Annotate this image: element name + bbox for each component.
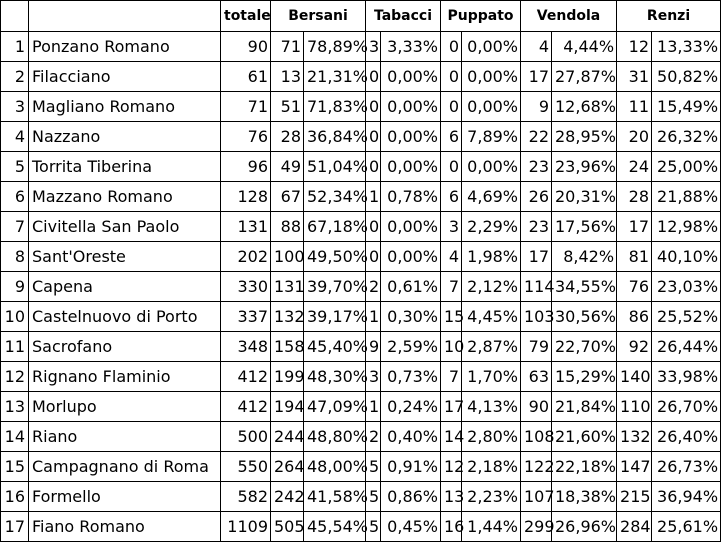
table-row bbox=[1, 362, 721, 392]
tabacci-percent: 0,00% bbox=[381, 92, 441, 122]
row-index: 2 bbox=[1, 62, 29, 92]
bersani-votes: 194 bbox=[271, 392, 304, 422]
row-index: 15 bbox=[1, 452, 29, 482]
bersani-votes: 71 bbox=[271, 32, 304, 62]
vendola-percent: 23,96% bbox=[552, 152, 617, 182]
renzi-votes: 12 bbox=[617, 32, 652, 62]
tabacci-votes: 0 bbox=[366, 62, 381, 92]
tabacci-votes: 0 bbox=[366, 122, 381, 152]
renzi-percent: 26,44% bbox=[652, 332, 721, 362]
tabacci-votes: 0 bbox=[366, 212, 381, 242]
comune-name: Civitella San Paolo bbox=[29, 212, 221, 242]
totale-cell: 337 bbox=[221, 302, 271, 332]
vendola-percent: 30,56% bbox=[552, 302, 617, 332]
bersani-percent: 41,58% bbox=[304, 482, 366, 512]
puppato-percent: 4,13% bbox=[462, 392, 521, 422]
header-vendola: Vendola bbox=[521, 1, 617, 32]
bersani-votes: 28 bbox=[271, 122, 304, 152]
bersani-votes: 505 bbox=[271, 512, 304, 542]
bersani-votes: 264 bbox=[271, 452, 304, 482]
row-index: 4 bbox=[1, 122, 29, 152]
comune-name: Filacciano bbox=[29, 62, 221, 92]
tabacci-percent: 3,33% bbox=[381, 32, 441, 62]
puppato-votes: 7 bbox=[441, 272, 462, 302]
tabacci-votes: 1 bbox=[366, 392, 381, 422]
bersani-votes: 49 bbox=[271, 152, 304, 182]
renzi-percent: 26,40% bbox=[652, 422, 721, 452]
tabacci-percent: 0,86% bbox=[381, 482, 441, 512]
puppato-percent: 4,69% bbox=[462, 182, 521, 212]
renzi-percent: 50,82% bbox=[652, 62, 721, 92]
comune-name: Campagnano di Roma bbox=[29, 452, 221, 482]
row-index: 7 bbox=[1, 212, 29, 242]
tabacci-percent: 0,00% bbox=[381, 212, 441, 242]
row-index: 6 bbox=[1, 182, 29, 212]
tabacci-percent: 0,45% bbox=[381, 512, 441, 542]
vendola-percent: 22,18% bbox=[552, 452, 617, 482]
renzi-votes: 284 bbox=[617, 512, 652, 542]
header-index bbox=[1, 1, 29, 32]
vendola-votes: 23 bbox=[521, 212, 552, 242]
renzi-votes: 110 bbox=[617, 392, 652, 422]
tabacci-votes: 2 bbox=[366, 422, 381, 452]
vendola-percent: 4,44% bbox=[552, 32, 617, 62]
puppato-percent: 1,44% bbox=[462, 512, 521, 542]
totale-cell: 202 bbox=[221, 242, 271, 272]
renzi-votes: 76 bbox=[617, 272, 652, 302]
puppato-percent: 7,89% bbox=[462, 122, 521, 152]
tabacci-percent: 0,73% bbox=[381, 362, 441, 392]
table-row bbox=[1, 92, 721, 122]
bersani-percent: 49,50% bbox=[304, 242, 366, 272]
renzi-percent: 25,00% bbox=[652, 152, 721, 182]
vendola-percent: 28,95% bbox=[552, 122, 617, 152]
header-renzi: Renzi bbox=[617, 1, 721, 32]
tabacci-percent: 0,61% bbox=[381, 272, 441, 302]
puppato-percent: 1,98% bbox=[462, 242, 521, 272]
renzi-percent: 26,32% bbox=[652, 122, 721, 152]
comune-name: Magliano Romano bbox=[29, 92, 221, 122]
bersani-votes: 88 bbox=[271, 212, 304, 242]
tabacci-percent: 0,91% bbox=[381, 452, 441, 482]
puppato-votes: 15 bbox=[441, 302, 462, 332]
puppato-percent: 2,80% bbox=[462, 422, 521, 452]
vendola-votes: 4 bbox=[521, 32, 552, 62]
renzi-votes: 147 bbox=[617, 452, 652, 482]
puppato-votes: 6 bbox=[441, 122, 462, 152]
totale-cell: 61 bbox=[221, 62, 271, 92]
renzi-percent: 25,61% bbox=[652, 512, 721, 542]
puppato-votes: 16 bbox=[441, 512, 462, 542]
table-row bbox=[1, 512, 721, 542]
comune-name: Rignano Flaminio bbox=[29, 362, 221, 392]
renzi-percent: 26,73% bbox=[652, 452, 721, 482]
table-row bbox=[1, 452, 721, 482]
bersani-percent: 36,84% bbox=[304, 122, 366, 152]
vendola-percent: 34,55% bbox=[552, 272, 617, 302]
totale-cell: 71 bbox=[221, 92, 271, 122]
bersani-percent: 67,18% bbox=[304, 212, 366, 242]
header-tabacci: Tabacci bbox=[366, 1, 441, 32]
vendola-votes: 122 bbox=[521, 452, 552, 482]
puppato-percent: 1,70% bbox=[462, 362, 521, 392]
tabacci-percent: 0,24% bbox=[381, 392, 441, 422]
table-row bbox=[1, 422, 721, 452]
vendola-votes: 299 bbox=[521, 512, 552, 542]
row-index: 1 bbox=[1, 32, 29, 62]
tabacci-percent: 0,30% bbox=[381, 302, 441, 332]
puppato-percent: 2,12% bbox=[462, 272, 521, 302]
bersani-votes: 100 bbox=[271, 242, 304, 272]
tabacci-votes: 1 bbox=[366, 182, 381, 212]
renzi-votes: 28 bbox=[617, 182, 652, 212]
tabacci-votes: 9 bbox=[366, 332, 381, 362]
renzi-percent: 13,33% bbox=[652, 32, 721, 62]
header-puppato: Puppato bbox=[441, 1, 521, 32]
bersani-percent: 52,34% bbox=[304, 182, 366, 212]
puppato-votes: 0 bbox=[441, 62, 462, 92]
vendola-votes: 114 bbox=[521, 272, 552, 302]
vendola-votes: 107 bbox=[521, 482, 552, 512]
tabacci-percent: 0,00% bbox=[381, 242, 441, 272]
renzi-percent: 33,98% bbox=[652, 362, 721, 392]
tabacci-percent: 0,78% bbox=[381, 182, 441, 212]
puppato-percent: 0,00% bbox=[462, 62, 521, 92]
tabacci-votes: 3 bbox=[366, 32, 381, 62]
vendola-votes: 90 bbox=[521, 392, 552, 422]
row-index: 9 bbox=[1, 272, 29, 302]
tabacci-percent: 0,40% bbox=[381, 422, 441, 452]
bersani-percent: 48,80% bbox=[304, 422, 366, 452]
renzi-votes: 17 bbox=[617, 212, 652, 242]
vendola-percent: 21,84% bbox=[552, 392, 617, 422]
vendola-percent: 26,96% bbox=[552, 512, 617, 542]
row-index: 12 bbox=[1, 362, 29, 392]
totale-cell: 128 bbox=[221, 182, 271, 212]
row-index: 16 bbox=[1, 482, 29, 512]
table-row bbox=[1, 122, 721, 152]
renzi-votes: 132 bbox=[617, 422, 652, 452]
bersani-votes: 199 bbox=[271, 362, 304, 392]
puppato-percent: 0,00% bbox=[462, 92, 521, 122]
bersani-percent: 48,30% bbox=[304, 362, 366, 392]
comune-name: Torrita Tiberina bbox=[29, 152, 221, 182]
comune-name: Mazzano Romano bbox=[29, 182, 221, 212]
totale-cell: 90 bbox=[221, 32, 271, 62]
table-row bbox=[1, 182, 721, 212]
bersani-percent: 39,17% bbox=[304, 302, 366, 332]
puppato-percent: 2,87% bbox=[462, 332, 521, 362]
row-index: 14 bbox=[1, 422, 29, 452]
bersani-votes: 131 bbox=[271, 272, 304, 302]
puppato-votes: 10 bbox=[441, 332, 462, 362]
comune-name: Morlupo bbox=[29, 392, 221, 422]
table-row bbox=[1, 482, 721, 512]
puppato-votes: 14 bbox=[441, 422, 462, 452]
puppato-percent: 2,18% bbox=[462, 452, 521, 482]
vendola-percent: 17,56% bbox=[552, 212, 617, 242]
totale-cell: 550 bbox=[221, 452, 271, 482]
comune-name: Riano bbox=[29, 422, 221, 452]
comune-name: Nazzano bbox=[29, 122, 221, 152]
renzi-percent: 12,98% bbox=[652, 212, 721, 242]
vendola-votes: 23 bbox=[521, 152, 552, 182]
puppato-votes: 13 bbox=[441, 482, 462, 512]
table-row bbox=[1, 62, 721, 92]
bersani-votes: 132 bbox=[271, 302, 304, 332]
puppato-votes: 17 bbox=[441, 392, 462, 422]
comune-name: Capena bbox=[29, 272, 221, 302]
vendola-percent: 15,29% bbox=[552, 362, 617, 392]
bersani-percent: 71,83% bbox=[304, 92, 366, 122]
renzi-votes: 20 bbox=[617, 122, 652, 152]
renzi-votes: 81 bbox=[617, 242, 652, 272]
renzi-votes: 92 bbox=[617, 332, 652, 362]
totale-cell: 500 bbox=[221, 422, 271, 452]
table-row bbox=[1, 302, 721, 332]
totale-cell: 1109 bbox=[221, 512, 271, 542]
tabacci-votes: 0 bbox=[366, 92, 381, 122]
table-row bbox=[1, 152, 721, 182]
totale-cell: 76 bbox=[221, 122, 271, 152]
row-index: 3 bbox=[1, 92, 29, 122]
puppato-votes: 3 bbox=[441, 212, 462, 242]
header-totale: totale bbox=[221, 1, 271, 32]
row-index: 13 bbox=[1, 392, 29, 422]
renzi-votes: 31 bbox=[617, 62, 652, 92]
renzi-percent: 40,10% bbox=[652, 242, 721, 272]
puppato-percent: 0,00% bbox=[462, 152, 521, 182]
vendola-votes: 22 bbox=[521, 122, 552, 152]
totale-cell: 96 bbox=[221, 152, 271, 182]
table-row bbox=[1, 272, 721, 302]
puppato-votes: 4 bbox=[441, 242, 462, 272]
vendola-votes: 108 bbox=[521, 422, 552, 452]
table-row bbox=[1, 212, 721, 242]
bersani-votes: 67 bbox=[271, 182, 304, 212]
puppato-percent: 4,45% bbox=[462, 302, 521, 332]
vendola-percent: 8,42% bbox=[552, 242, 617, 272]
renzi-percent: 26,70% bbox=[652, 392, 721, 422]
tabacci-percent: 0,00% bbox=[381, 122, 441, 152]
vendola-percent: 22,70% bbox=[552, 332, 617, 362]
renzi-percent: 25,52% bbox=[652, 302, 721, 332]
bersani-percent: 39,70% bbox=[304, 272, 366, 302]
puppato-votes: 0 bbox=[441, 32, 462, 62]
comune-name: Fiano Romano bbox=[29, 512, 221, 542]
tabacci-percent: 0,00% bbox=[381, 62, 441, 92]
vendola-votes: 79 bbox=[521, 332, 552, 362]
bersani-percent: 51,04% bbox=[304, 152, 366, 182]
bersani-percent: 45,40% bbox=[304, 332, 366, 362]
tabacci-votes: 1 bbox=[366, 302, 381, 332]
row-index: 10 bbox=[1, 302, 29, 332]
tabacci-votes: 3 bbox=[366, 362, 381, 392]
puppato-votes: 12 bbox=[441, 452, 462, 482]
table-row bbox=[1, 242, 721, 272]
puppato-percent: 0,00% bbox=[462, 32, 521, 62]
renzi-votes: 11 bbox=[617, 92, 652, 122]
vendola-percent: 18,38% bbox=[552, 482, 617, 512]
renzi-votes: 140 bbox=[617, 362, 652, 392]
row-index: 11 bbox=[1, 332, 29, 362]
totale-cell: 131 bbox=[221, 212, 271, 242]
tabacci-votes: 5 bbox=[366, 512, 381, 542]
bersani-votes: 242 bbox=[271, 482, 304, 512]
row-index: 5 bbox=[1, 152, 29, 182]
puppato-percent: 2,23% bbox=[462, 482, 521, 512]
tabacci-votes: 0 bbox=[366, 242, 381, 272]
tabacci-votes: 0 bbox=[366, 152, 381, 182]
renzi-percent: 15,49% bbox=[652, 92, 721, 122]
bersani-votes: 158 bbox=[271, 332, 304, 362]
bersani-votes: 13 bbox=[271, 62, 304, 92]
comune-name: Castelnuovo di Porto bbox=[29, 302, 221, 332]
bersani-percent: 21,31% bbox=[304, 62, 366, 92]
bersani-votes: 244 bbox=[271, 422, 304, 452]
renzi-percent: 36,94% bbox=[652, 482, 721, 512]
comune-name: Sacrofano bbox=[29, 332, 221, 362]
header-comune bbox=[29, 1, 221, 32]
table-row bbox=[1, 332, 721, 362]
vendola-votes: 103 bbox=[521, 302, 552, 332]
renzi-percent: 21,88% bbox=[652, 182, 721, 212]
table-row bbox=[1, 392, 721, 422]
vendola-votes: 26 bbox=[521, 182, 552, 212]
vendola-percent: 21,60% bbox=[552, 422, 617, 452]
renzi-votes: 215 bbox=[617, 482, 652, 512]
bersani-percent: 45,54% bbox=[304, 512, 366, 542]
renzi-votes: 86 bbox=[617, 302, 652, 332]
bersani-percent: 47,09% bbox=[304, 392, 366, 422]
vendola-votes: 17 bbox=[521, 242, 552, 272]
table-row bbox=[1, 32, 721, 62]
puppato-percent: 2,29% bbox=[462, 212, 521, 242]
tabacci-votes: 5 bbox=[366, 452, 381, 482]
vendola-votes: 17 bbox=[521, 62, 552, 92]
puppato-votes: 7 bbox=[441, 362, 462, 392]
bersani-votes: 51 bbox=[271, 92, 304, 122]
bersani-percent: 48,00% bbox=[304, 452, 366, 482]
totale-cell: 412 bbox=[221, 362, 271, 392]
totale-cell: 330 bbox=[221, 272, 271, 302]
tabacci-percent: 2,59% bbox=[381, 332, 441, 362]
tabacci-votes: 5 bbox=[366, 482, 381, 512]
comune-name: Ponzano Romano bbox=[29, 32, 221, 62]
bersani-percent: 78,89% bbox=[304, 32, 366, 62]
vendola-percent: 12,68% bbox=[552, 92, 617, 122]
puppato-votes: 6 bbox=[441, 182, 462, 212]
comune-name: Sant'Oreste bbox=[29, 242, 221, 272]
comune-name: Formello bbox=[29, 482, 221, 512]
header-bersani: Bersani bbox=[271, 1, 366, 32]
vendola-percent: 27,87% bbox=[552, 62, 617, 92]
renzi-percent: 23,03% bbox=[652, 272, 721, 302]
totale-cell: 582 bbox=[221, 482, 271, 512]
totale-cell: 348 bbox=[221, 332, 271, 362]
row-index: 8 bbox=[1, 242, 29, 272]
row-index: 17 bbox=[1, 512, 29, 542]
header-row bbox=[1, 1, 721, 32]
vendola-votes: 63 bbox=[521, 362, 552, 392]
vendola-votes: 9 bbox=[521, 92, 552, 122]
puppato-votes: 0 bbox=[441, 92, 462, 122]
puppato-votes: 0 bbox=[441, 152, 462, 182]
vendola-percent: 20,31% bbox=[552, 182, 617, 212]
tabacci-votes: 2 bbox=[366, 272, 381, 302]
renzi-votes: 24 bbox=[617, 152, 652, 182]
tabacci-percent: 0,00% bbox=[381, 152, 441, 182]
totale-cell: 412 bbox=[221, 392, 271, 422]
